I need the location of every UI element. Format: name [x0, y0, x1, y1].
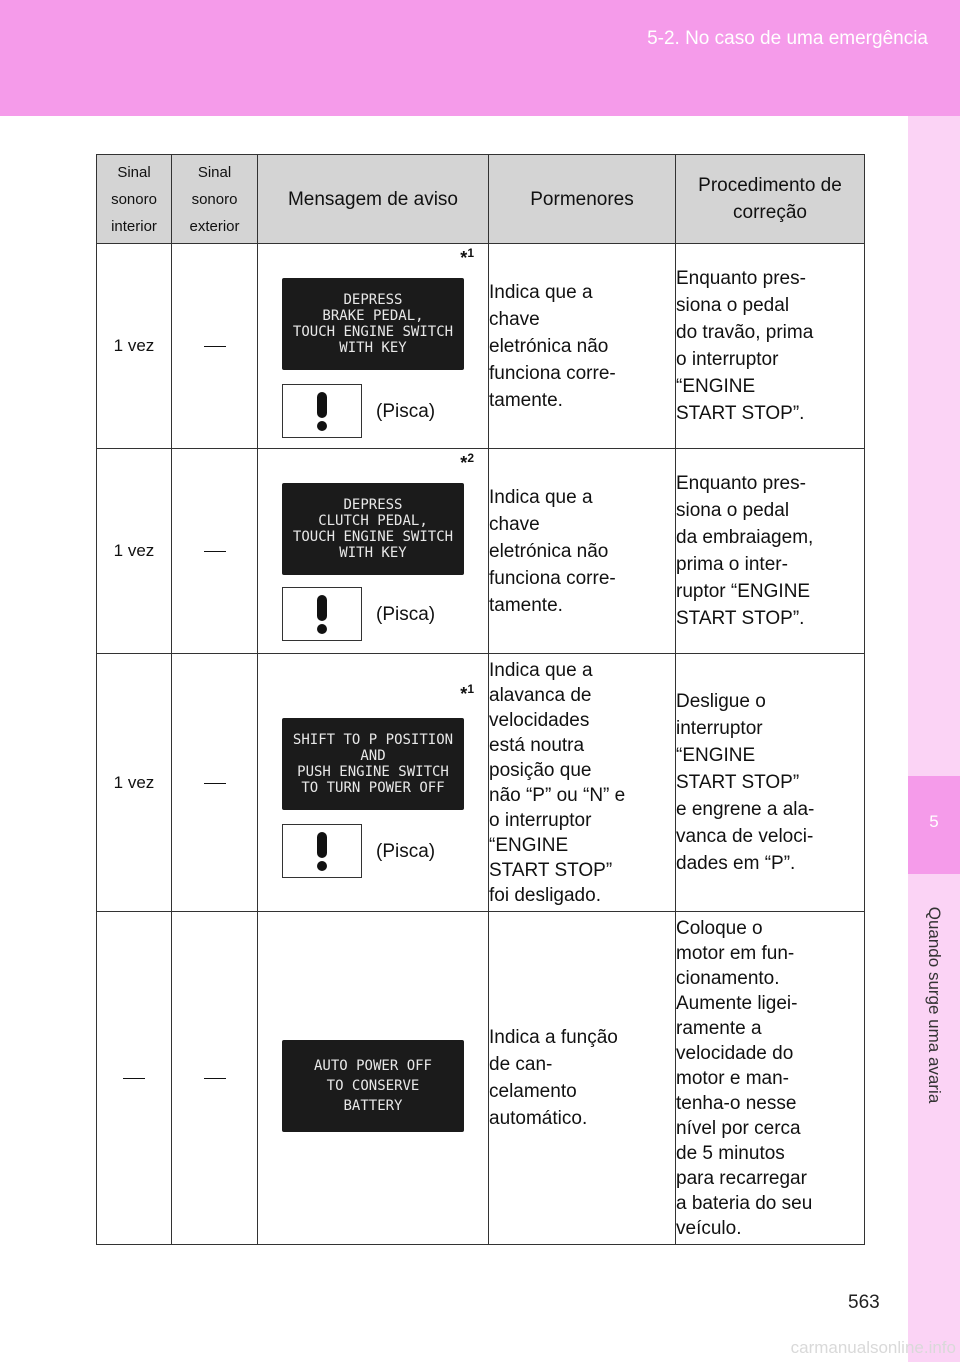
lcd-line: TO TURN POWER OFF — [301, 780, 445, 796]
interior-buzzer-cell — [97, 912, 172, 1245]
exterior-buzzer-cell — [172, 244, 258, 449]
side-tab-number: 5 — [929, 812, 939, 831]
procedure-line: veículo. — [676, 1217, 742, 1239]
lcd-line: CLUTCH PEDAL, — [318, 513, 428, 529]
table-row — [97, 449, 865, 654]
lcd-line: WITH KEY — [339, 545, 407, 561]
procedure-line: motor em fun- — [676, 942, 795, 964]
procedure-line: START STOP”. — [676, 403, 805, 424]
details-line: velocidades — [489, 709, 590, 731]
lcd-line: SHIFT TO P POSITION — [292, 732, 454, 748]
lcd-message-display — [282, 718, 464, 810]
procedure-line: de 5 minutos — [676, 1142, 785, 1164]
details-cell — [489, 449, 676, 654]
details-line: Indica a função — [489, 1027, 618, 1048]
procedure-line: START STOP” — [676, 772, 800, 793]
warning-message-cell — [258, 244, 489, 449]
header-text: exterior — [189, 217, 240, 235]
procedure-line: “ENGINE — [676, 376, 756, 397]
details-line: Indica que a — [489, 281, 593, 303]
dash-mark — [204, 551, 226, 552]
procedure-line: da embraiagem, — [676, 527, 814, 548]
procedure-cell — [676, 654, 865, 912]
details-line: de can- — [489, 1054, 553, 1075]
details-line: funciona corre- — [489, 567, 616, 589]
details-line: chave — [489, 308, 540, 330]
warning-message-cell — [258, 912, 489, 1245]
master-warning-icon — [282, 384, 362, 438]
details-line: eletrónica não — [489, 335, 609, 357]
procedure-line: cionamento. — [676, 967, 780, 989]
procedure-line: “ENGINE — [676, 745, 756, 766]
header-details: Pormenores — [489, 155, 676, 244]
warning-message-cell — [258, 654, 489, 912]
procedure-line: prima o inter- — [676, 554, 788, 575]
details-cell — [489, 912, 676, 1245]
header-warning-message: Mensagem de aviso — [258, 155, 489, 244]
details-line: chave — [489, 513, 540, 535]
procedure-line: tenha-o nesse — [676, 1092, 797, 1114]
details-line: Indica que a — [489, 659, 593, 681]
procedure-line: nível por cerca — [676, 1117, 801, 1139]
details-line: automático. — [489, 1108, 588, 1129]
procedure-line: velocidade do — [676, 1042, 794, 1064]
procedure-line: Enquanto pres- — [676, 268, 806, 289]
details-line: está noutra — [489, 734, 585, 756]
side-tab-upper — [908, 116, 960, 776]
footnote-marker: *$^1$ — [460, 682, 474, 704]
lcd-line: DEPRESS — [343, 292, 403, 308]
lcd-message-display — [282, 1040, 464, 1132]
blink-label: (Pisca) — [376, 604, 436, 625]
header-text: Sinal — [197, 163, 232, 181]
procedure-line: para recarregar — [676, 1167, 807, 1189]
procedure-line: ramente a — [676, 1017, 762, 1039]
dash-mark — [123, 1078, 145, 1079]
procedure-cell — [676, 912, 865, 1245]
procedure-line: do travão, prima — [676, 322, 814, 343]
interior-buzzer-cell: 1 vez — [97, 654, 172, 912]
warning-message-cell — [258, 449, 489, 654]
watermark: carmanualsonline.info — [790, 1338, 956, 1357]
footnote-number: 1 — [467, 682, 474, 696]
details-line: não “P” ou “N” e — [489, 784, 626, 806]
header-exterior-buzzer — [172, 155, 258, 244]
footnote-number: 2 — [467, 451, 474, 465]
procedure-line: o interruptor — [676, 349, 779, 370]
procedure-line: ruptor “ENGINE — [676, 581, 811, 602]
procedure-line: interruptor — [676, 718, 763, 739]
header-interior-buzzer — [97, 155, 172, 244]
interior-buzzer-cell: 1 vez — [97, 244, 172, 449]
table-row — [97, 244, 865, 449]
details-line: tamente. — [489, 594, 563, 616]
details-line: eletrónica não — [489, 540, 609, 562]
procedure-cell — [676, 449, 865, 654]
dash-mark — [204, 1078, 226, 1079]
side-tab-chapter-title: Quando surge uma avaria — [925, 906, 944, 1104]
exterior-buzzer-cell — [172, 912, 258, 1245]
lcd-line: DEPRESS — [343, 497, 403, 513]
procedure-line: START STOP”. — [676, 608, 805, 629]
procedure-line: siona o pedal — [676, 295, 790, 316]
footnote-marker: *$^1$ — [460, 246, 474, 268]
header-text: sonoro — [111, 190, 157, 208]
details-line: START STOP” — [489, 859, 613, 881]
procedure-cell — [676, 244, 865, 449]
details-line: funciona corre- — [489, 362, 616, 384]
table-row — [97, 654, 865, 912]
procedure-line: Coloque o — [676, 917, 763, 939]
lcd-message-display — [282, 483, 464, 575]
header-text: Procedimento de — [698, 175, 842, 196]
details-line: “ENGINE — [489, 834, 569, 856]
procedure-line: Aumente ligei- — [676, 992, 798, 1014]
procedure-line: Desligue o — [676, 691, 766, 712]
lcd-line: PUSH ENGINE SWITCH — [297, 764, 449, 780]
lcd-line: TO CONSERVE — [326, 1078, 420, 1094]
details-line: tamente. — [489, 389, 563, 411]
procedure-line: a bateria do seu — [676, 1192, 813, 1214]
blink-label: (Pisca) — [376, 401, 436, 422]
procedure-line: siona o pedal — [676, 500, 790, 521]
exterior-buzzer-cell — [172, 449, 258, 654]
procedure-line: motor e man- — [676, 1067, 789, 1089]
page-number: 563 — [848, 1292, 880, 1313]
details-line: foi desligado. — [489, 884, 601, 906]
lcd-line: AUTO POWER OFF — [313, 1058, 432, 1074]
lcd-line: WITH KEY — [339, 340, 407, 356]
header-text: interior — [111, 217, 157, 235]
details-cell — [489, 244, 676, 449]
footnote-number: 1 — [467, 246, 474, 260]
lcd-line: TOUCH ENGINE SWITCH — [292, 324, 454, 340]
lcd-line: BRAKE PEDAL, — [322, 308, 424, 324]
master-warning-icon — [282, 824, 362, 878]
footnote-marker: *$^2$ — [460, 451, 474, 473]
master-warning-icon — [282, 587, 362, 641]
details-line: Indica que a — [489, 486, 593, 508]
details-line: posição que — [489, 759, 592, 781]
dash-mark — [204, 783, 226, 784]
details-cell — [489, 654, 676, 912]
lcd-line: AND — [360, 748, 386, 764]
procedure-line: vanca de veloci- — [676, 826, 814, 847]
procedure-line: Enquanto pres- — [676, 473, 806, 494]
details-line: o interruptor — [489, 809, 592, 831]
procedure-line: e engrene a ala- — [676, 799, 815, 820]
blink-label: (Pisca) — [376, 841, 436, 862]
procedure-line: dades em “P”. — [676, 853, 796, 874]
warning-table — [96, 154, 865, 1245]
details-line: alavanca de — [489, 684, 592, 706]
header-procedure — [676, 155, 865, 244]
header-text: correção — [733, 202, 807, 223]
section-title: 5-2. No caso de uma emergência — [647, 28, 928, 49]
dash-mark — [204, 346, 226, 347]
exterior-buzzer-cell — [172, 654, 258, 912]
interior-buzzer-cell: 1 vez — [97, 449, 172, 654]
header-text: Sinal — [117, 163, 151, 181]
lcd-line: BATTERY — [343, 1098, 403, 1114]
lcd-line: TOUCH ENGINE SWITCH — [292, 529, 454, 545]
details-line: celamento — [489, 1081, 577, 1102]
header-band — [0, 0, 960, 116]
header-text: sonoro — [191, 190, 238, 208]
lcd-message-display — [282, 278, 464, 370]
table-row — [97, 912, 865, 1245]
table-header-row — [97, 155, 865, 244]
